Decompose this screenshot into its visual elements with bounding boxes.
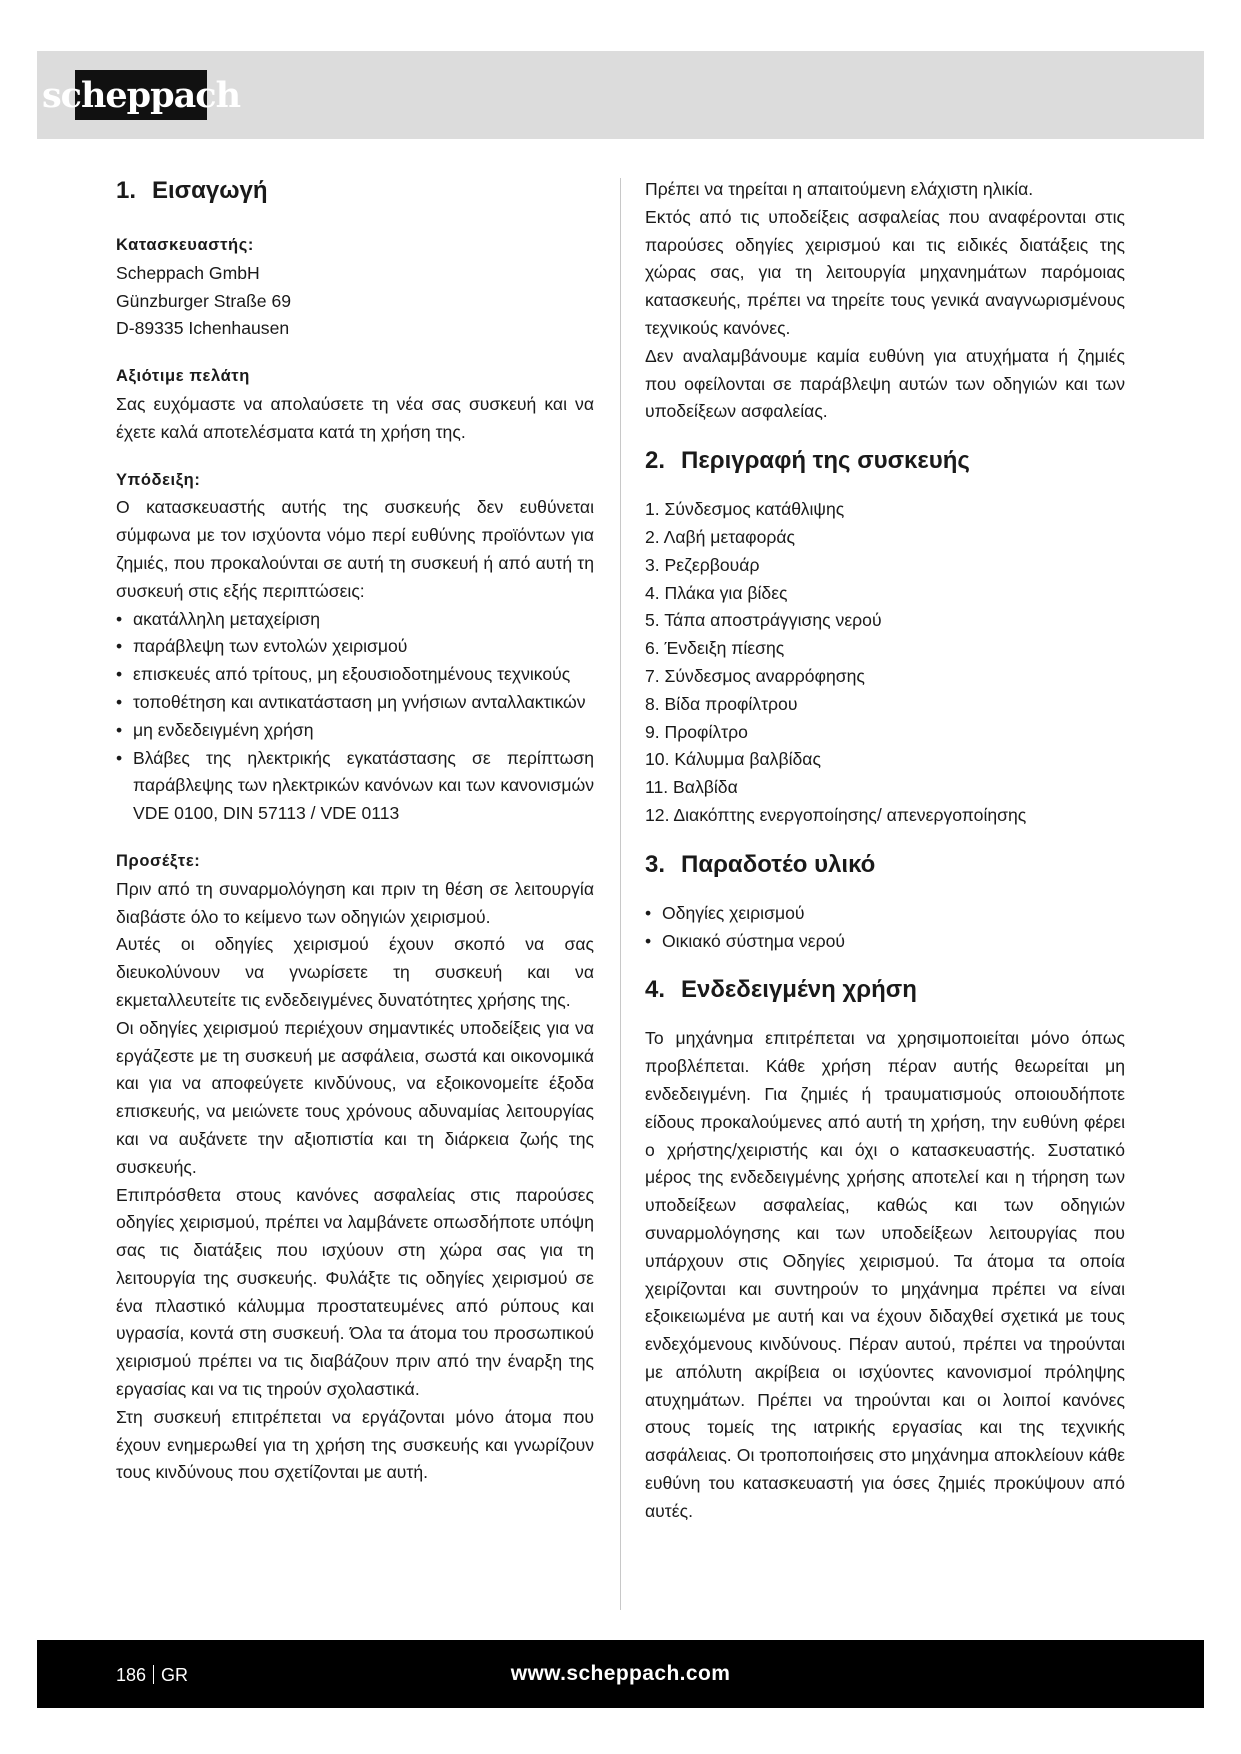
column-divider <box>620 178 621 1610</box>
section-heading-intended-use: 4. Ενδεδειγμένη χρήση <box>645 976 917 1004</box>
note-label: Υπόδειξη: <box>116 470 201 489</box>
list-item: 7. Σύνδεσμος αναρρόφησης <box>645 665 865 686</box>
section-heading-device-description: 2. Περιγραφή της συσκευής <box>645 447 970 475</box>
section-heading-introduction: 1. Εισαγωγή <box>116 177 268 204</box>
attention-paragraph: Οι οδηγίες χειρισμού περιέχουν σημαντικές υποδείξεις για να εργάζεστε με τη συσκευή με ασφάλεια, σωστά και οικονομικά και για να αποφεύγετε κινδύνους, να εξοικονομείτε έξοδα επισκευής, να μειώνετε τους χρόνους αδυναμίας λειτουργίας και να αυξάνετε την αξιοπιστία και τη διάρκεια ζωής της συσκευής. <box>116 1017 594 1177</box>
attention-paragraph: Αυτές οι οδηγίες χειρισμού έχουν σκοπό να σας διευκολύνουν να γνωρίσετε τη συσκευή και να εκμεταλλευτείτε τις ενδεδειγμένες δυνατότητες χρήσης της. <box>116 934 594 1010</box>
list-item: • μη ενδεδειγμένη χρήση <box>116 717 594 745</box>
customer-label: Αξιότιμε πελάτη <box>116 367 250 386</box>
attention-paragraph: Επιπρόσθετα στους κανόνες ασφαλείας στις παρούσες οδηγίες χειρισμού, πρέπει να λαμβάνετε οπωσδήποτε υπόψη σας τις διατάξεις που ισχύουν στη χώρα σας για τη λειτουργία της συσκευής. Φυλάξτε τις οδηγίες χειρισμού σε ένα πλαστικό κάλυμμα προστατευμένες από ρύπους και υγρασία, κοντά στη συσκευή. Όλα τα άτομα του προσωπικού χειρισμού πρέπει να τις διαβάζουν πριν από την έναρξη της εργασίας και να τις τηρούν σχολαστικά. <box>116 1184 594 1400</box>
manufacturer-city: D-89335 Ichenhausen <box>116 318 290 339</box>
right-column <box>645 176 1125 1526</box>
list-item: 1. Σύνδεσμος κατάθλιψης <box>645 499 845 520</box>
attention-paragraph: Στη συσκευή επιτρέπεται να εργάζονται μόνο άτομα που έχουν ενημερωθεί για τη χρήση της συσκευής και γνωρίζουν τους κινδύνους που σχετίζονται με αυτή. <box>116 1406 594 1483</box>
list-item: 4. Πλάκα για βίδες <box>645 582 788 603</box>
list-item: • ακατάλληλη μεταχείριση <box>116 606 594 634</box>
page-number: 186 GR <box>116 1665 189 1685</box>
list-item: • Βλάβες της ηλεκτρικής εγκατάστασης σε περίπτωση παράβλεψης των ηλεκτρικών κανόνων και των κανονισμών VDE 0100, DIN 57113 / VDE 0113 <box>116 745 594 828</box>
note-text: Ο κατασκευαστής αυτής της συσκευής δεν ευθύνεται σύμφωνα με τον ισχύοντα νόμο περί ευθύνης προϊόντων για ζημιές, που προκαλούνται σε αυτή τη συσκευή ή από αυτή τη συσκευή στις εξής περιπτώσεις: <box>116 497 594 601</box>
list-item: • τοποθέτηση και αντικατάσταση μη γνήσιων ανταλλακτικών <box>116 689 594 717</box>
manufacturer-street: Günzburger Straße 69 <box>116 290 292 311</box>
list-item: 8. Βίδα προφίλτρου <box>645 693 798 714</box>
list-item: 10. Κάλυμμα βαλβίδας <box>645 749 821 770</box>
list-item: 5. Τάπα αποστράγγισης νερού <box>645 610 882 631</box>
scheppach-logo: scheppach <box>75 70 207 120</box>
note-bullet-list <box>116 606 594 828</box>
left-column <box>116 176 594 1487</box>
list-item: • επισκευές από τρίτους, μη εξουσιοδοτημένους τεχνικούς <box>116 661 594 689</box>
customer-text: Σας ευχόμαστε να απολαύσετε τη νέα σας συσκευή και να έχετε καλά αποτελέσματα κατά τη χρήση της. <box>116 393 594 442</box>
list-item: 11. Βαλβίδα <box>645 777 738 798</box>
section-heading-delivery: 3. Παραδοτέο υλικό <box>645 850 876 878</box>
manufacturer-name: Scheppach GmbH <box>116 262 260 283</box>
list-item: 3. Ρεζερβουάρ <box>645 554 760 575</box>
intended-use-text: Το μηχάνημα επιτρέπεται να χρησιμοποιείται μόνο όπως προβλέπεται. Κάθε χρήση πέραν αυτής θεωρείται μη ενδεδειγμένη. Για ζημιές ή τραυματισμούς οποιουδήποτε είδους προκαλούμενες από αυτή τη χρήση, την ευθύνη φέρει ο χρήστης/χειριστής και όχι ο κατασκευαστής. Συστατικό μέρος της ενδεδειγμένης χρήσης αποτελεί και η τήρηση των υποδείξεων ασφαλείας, καθώς και των οδηγιών συναρμολόγησης και των υποδείξεων λειτουργίας που υπάρχουν στις Οδηγίες χειρισμού. Τα άτομα τα οποία χειρίζονται και συντηρούν το μηχάνημα πρέπει να είναι εξοικειωμένα με αυτή και να έχουν διδαχθεί σχετικά με τους ενδεχόμενους κινδύνους. Πέραν αυτού, πρέπει να τηρούνται με απόλυτη ακρίβεια οι ισχύοντες κανονισμοί πρόληψης ατυχημάτων. Πρέπει να τηρούνται και οι λοιποί κανόνες στους τομείς της ιατρικής εργασίας και της τεχνικής ασφάλειας. Οι τροποποιήσεις στο μηχάνημα αποκλείουν κάθε ευθύνη του κατασκευαστή για όσες ζημιές προκύψουν από αυτές. <box>645 1028 1125 1521</box>
intro-paragraph: Πρέπει να τηρείται η απαιτούμενη ελάχιστη ηλικία. <box>645 179 1034 199</box>
attention-paragraph: Πριν από τη συναρμολόγηση και πριν τη θέση σε λειτουργία διαβάστε όλο το κείμενο των οδηγιών χειρισμού. <box>116 878 594 927</box>
list-item: 6. Ένδειξη πίεσης <box>645 638 785 659</box>
device-parts-list <box>645 496 1125 830</box>
manufacturer-label: Κατασκευαστής: <box>116 236 254 254</box>
list-item: • παράβλεψη των εντολών χειρισμού <box>116 633 594 661</box>
delivery-list <box>645 900 1125 956</box>
website-url: www.scheppach.com <box>510 1662 731 1685</box>
intro-paragraph: Εκτός από τις υποδείξεις ασφαλείας που αναφέρονται στις παρούσες οδηγίες χειρισμού και τις ειδικές διατάξεις της χώρας σας, για τη λειτουργία μηχανημάτων παρόμοιας κατασκευής, πρέπει να τηρείτε τους γενικά αναγνωρισμένους τεχνικούς κανόνες. <box>645 206 1125 338</box>
list-item: 9. Προφίλτρο <box>645 721 748 742</box>
intro-paragraph: Δεν αναλαμβάνουμε καμία ευθύνη για ατυχήματα ή ζημιές που οφείλονται σε παράβλεψη αυτών των οδηγιών και των υποδείξεων ασφαλείας. <box>645 345 1125 422</box>
list-item: 12. Διακόπτης ενεργοποίησης/ απενεργοποίησης <box>645 804 1027 825</box>
list-item: • Οδηγίες χειρισμού <box>645 900 1125 928</box>
attention-label: Προσέξτε: <box>116 851 201 870</box>
list-item: 2. Λαβή μεταφοράς <box>645 526 796 547</box>
list-item: • Οικιακό σύστημα νερού <box>645 928 1125 956</box>
